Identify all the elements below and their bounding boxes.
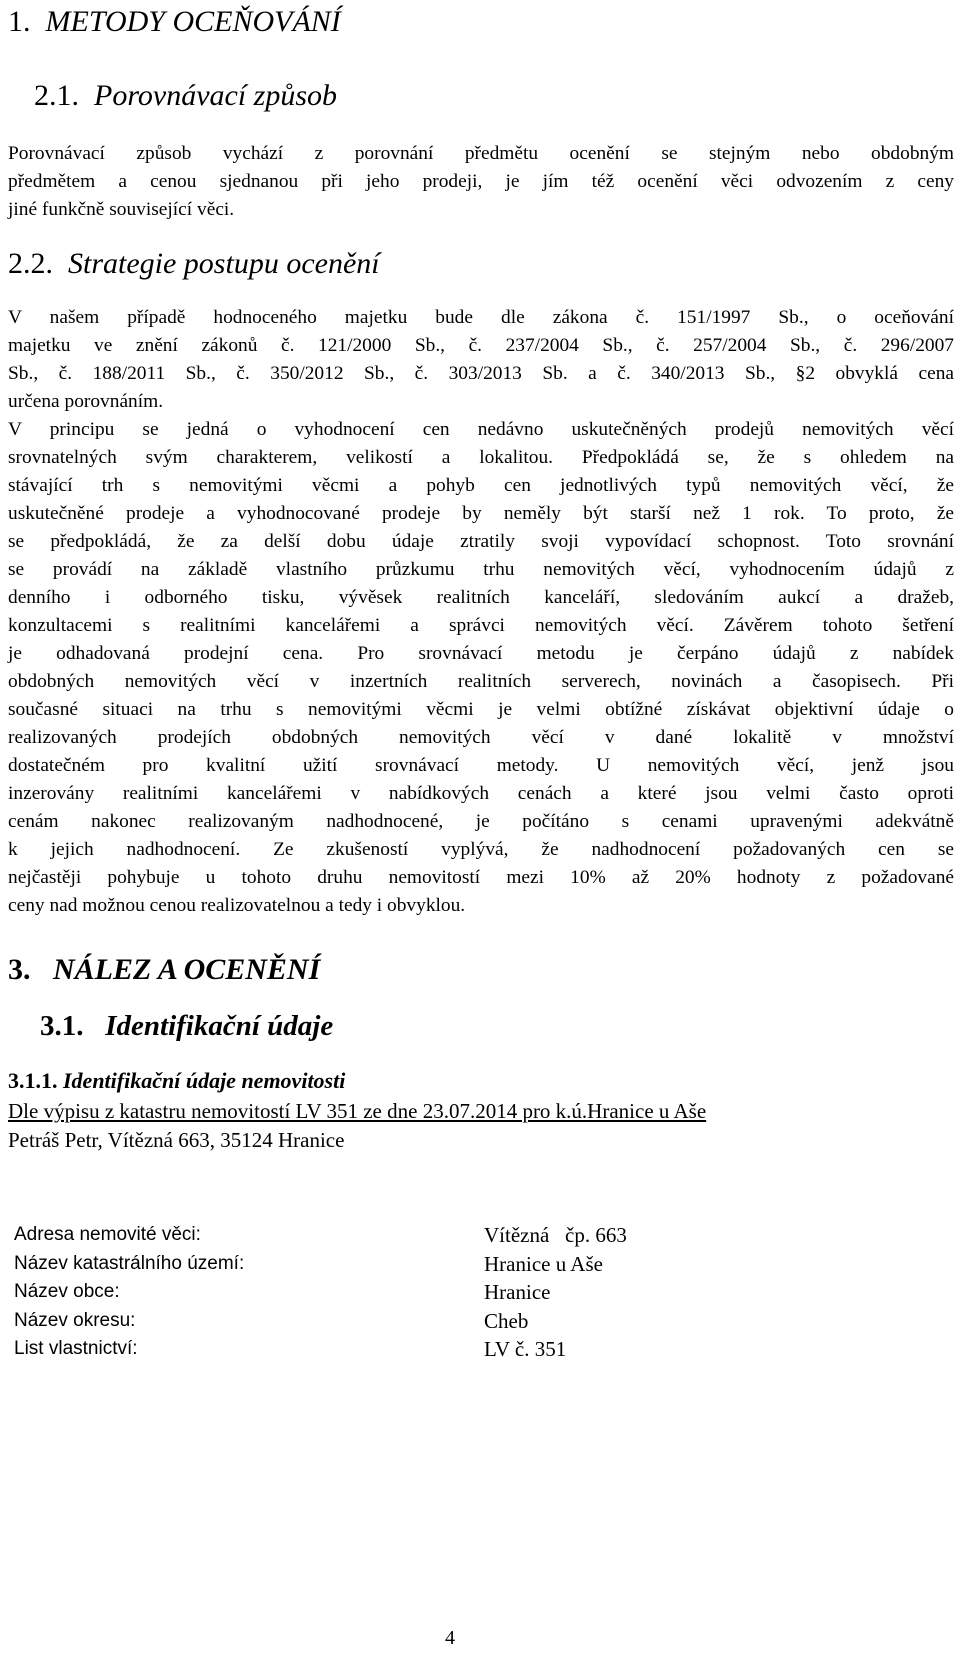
text-line: Sb., č. 188/2011 Sb., č. 350/2012 Sb., č. 303/2013 Sb. a č. 340/2013 Sb., §2 obvyklá cena: [8, 363, 954, 384]
property-value: Vítězná čp. 663: [484, 1223, 627, 1247]
text-line: srovnatelných svým charakterem, velikostí a lokalitou. Předpokládá se, že s ohledem na: [8, 447, 954, 468]
text-line: ceny nad možnou cenou realizovatelnou a tedy i obvyklou.: [8, 895, 466, 916]
heading-identifikacni-udaje: [40, 1006, 333, 1046]
text-line: se předpokládá, že za delší dobu údaje ztratily svoji vypovídací schopnost. Toto srovnání: [8, 531, 954, 552]
page-number: 4: [445, 1627, 455, 1649]
heading-number: 1.: [8, 5, 31, 38]
text-line: cenám nakonec realizovaným nadhodnocené, je počítáno s cenami upravenými adekvátně: [8, 811, 954, 832]
heading-title: Strategie postupu ocenění: [68, 247, 380, 280]
text-line: k jejich nadhodnocení. Ze zkušeností vyplývá, že nadhodnocení požadovaných cen se: [8, 839, 954, 860]
text-line: se provádí na základě vlastního průzkumu trhu nemovitých věcí, vyhodnocením údajů z: [8, 559, 954, 580]
property-value: LV č. 351: [484, 1337, 567, 1361]
heading-title: NÁLEZ A OCENĚNÍ: [53, 953, 321, 986]
text-line: nejčastěji pohybuje u tohoto druhu nemovitostí mezi 10% až 20% hodnoty z požadované: [8, 867, 954, 888]
owner-info: Petráš Petr, Vítězná 663, 35124 Hranice: [8, 1128, 345, 1152]
heading-nalez-a-oceneni: [8, 950, 320, 990]
property-label: Název katastrálního území:: [14, 1252, 245, 1274]
text-line: realizovaných prodejích obdobných nemovitých věcí v dané lokalitě v množství: [8, 727, 954, 748]
heading-title: METODY OCEŇOVÁNÍ: [45, 5, 341, 38]
text-line: jiné funkčně související věci.: [8, 199, 235, 220]
text-line: současné situaci na trhu s nemovitými věcmi je velmi obtížné získávat objektivní údaje o: [8, 699, 954, 720]
property-label: Název okresu:: [14, 1309, 136, 1331]
heading-porovnavaci-zpusob: [34, 76, 337, 116]
heading-identifikacni-udaje-nemovitosti: [8, 1066, 345, 1096]
property-label: List vlastnictví:: [14, 1338, 138, 1359]
heading-number: 3.: [8, 953, 31, 986]
heading-number: 3.1.: [40, 1010, 84, 1042]
text-line: uskutečněné prodeje a vyhodnocované prodeje by neměly být starší než 1 rok. To proto, že: [8, 503, 954, 524]
text-line: předmětem a cenou sjednanou při jeho prodeji, je jím též ocenění věci odvozením z ceny: [8, 171, 954, 192]
text-line: V principu se jedná o vyhodnocení cen nedávno uskutečněných prodejů nemovitých věcí: [8, 419, 954, 440]
text-line: určena porovnáním.: [8, 391, 164, 412]
property-value: Hranice: [484, 1280, 551, 1304]
text-line: V našem případě hodnoceného majetku bude dle zákona č. 151/1997 Sb., o oceňování: [8, 307, 954, 328]
text-line: inzerovány realitními kancelářemi v nabídkových cenách a které jsou velmi často oproti: [8, 783, 954, 804]
heading-number: 3.1.1.: [8, 1068, 58, 1093]
property-value: Hranice u Aše: [484, 1251, 603, 1276]
text-line: dostatečném pro kvalitní užití srovnávací metody. U nemovitých věcí, jenž jsou: [8, 755, 954, 776]
heading-title: Identifikační údaje: [105, 1010, 334, 1042]
heading-title: Porovnávací způsob: [94, 79, 338, 112]
heading-title: Identifikační údaje nemovitosti: [63, 1068, 346, 1093]
heading-metody-ocenovani: [8, 2, 341, 42]
property-value: Cheb: [484, 1308, 529, 1333]
text-line: denního i odborného tisku, vývěsek realitních kanceláří, sledováním aukcí a dražeb,: [8, 587, 954, 608]
text-line: majetku ve znění zákonů č. 121/2000 Sb., č. 237/2004 Sb., č. 257/2004 Sb., č. 296/2007: [8, 335, 954, 356]
property-label: Adresa nemovité věci:: [14, 1224, 201, 1245]
heading-number: 2.1.: [34, 79, 79, 112]
cadastre-source: Dle výpisu z katastru nemovitostí LV 351 ze dne 23.07.2014 pro k.ú.Hranice u Aše: [8, 1099, 707, 1123]
text-line: obdobných nemovitých věcí v inzertních realitních serverech, novinách a časopisech. Při: [8, 671, 954, 692]
property-label: Název obce:: [14, 1281, 120, 1302]
paragraph-strategie-intro: [8, 304, 954, 416]
text-line: stávající trh s nemovitými věcmi a pohyb cen jednotlivých typů nemovitých věcí, že: [8, 475, 954, 496]
paragraph-porovnavaci-zpusob: [8, 140, 954, 224]
heading-strategie-postupu: [8, 244, 380, 284]
paragraph-strategie-body: [8, 416, 954, 920]
text-line: konzultacemi s realitními kancelářemi a správci nemovitých věcí. Závěrem tohoto šetření: [8, 615, 954, 636]
heading-number: 2.2.: [8, 247, 53, 280]
text-line: je odhadovaná prodejní cena. Pro srovnávací metodu je čerpáno údajů z nabídek: [8, 643, 954, 664]
text-line: Porovnávací způsob vychází z porovnání předmětu ocenění se stejným nebo obdobným: [8, 143, 954, 164]
